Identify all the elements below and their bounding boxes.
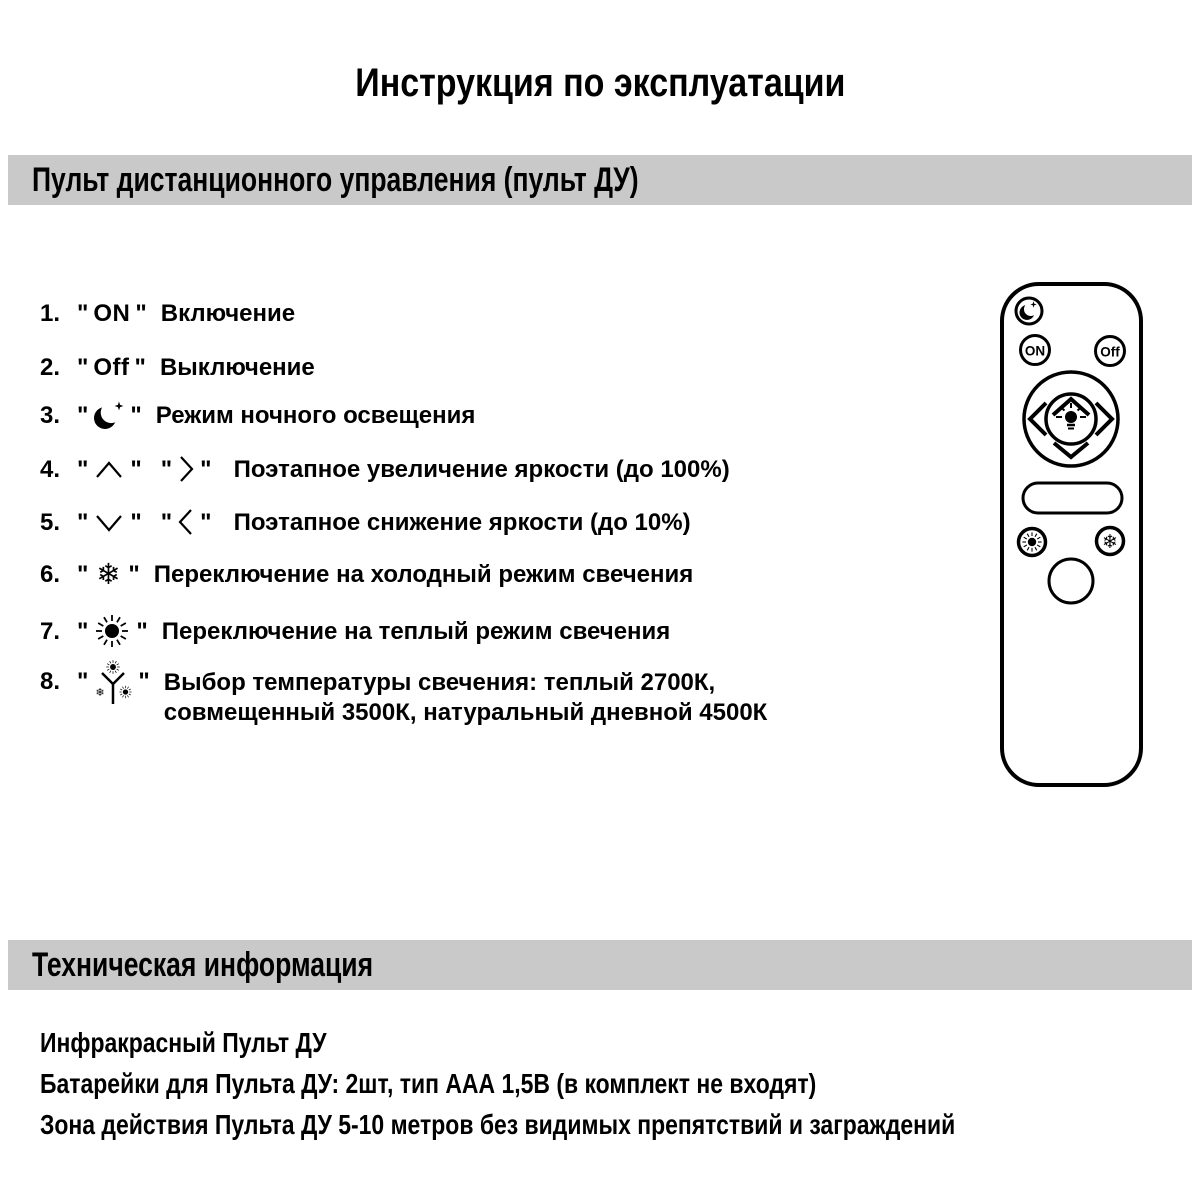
section-heading-remote-text: Пульт дистанционного управления (пульт ДУ): [32, 161, 639, 199]
quote-mark: ": [200, 455, 212, 483]
quote-mark: ": [77, 401, 89, 429]
item-number: 1.: [40, 300, 61, 327]
quote-mark: ": [130, 401, 142, 429]
on-key-label: ON: [93, 300, 131, 327]
quote-mark: ": [77, 300, 89, 327]
svg-text:Off: Off: [1100, 344, 1120, 360]
item-number: 3.: [40, 401, 61, 429]
tech-info-line-1: Инфракрасный Пульт ДУ: [40, 1027, 327, 1058]
quote-mark: ": [77, 354, 89, 381]
quote-mark: ": [136, 617, 148, 645]
instruction-item-2: [40, 354, 315, 381]
quote-mark: ": [130, 455, 142, 483]
instruction-item-5: [40, 505, 691, 539]
item-label: Поэтапное увеличение яркости (до 100%): [233, 455, 730, 483]
item-number: 6.: [40, 560, 61, 588]
color-temperature-select-icon: [93, 660, 133, 706]
quote-mark: ": [130, 508, 142, 536]
item-label-block: [164, 668, 768, 728]
instruction-item-1: [40, 300, 295, 327]
instruction-item-3: [40, 398, 475, 432]
svg-text:ON: ON: [1024, 343, 1046, 359]
item-number: 7.: [40, 617, 61, 645]
item-label: Переключение на холодный режим свечения: [153, 560, 694, 588]
section-heading-remote: [8, 155, 1192, 205]
quote-mark: ": [77, 508, 89, 536]
quote-mark: ": [160, 508, 173, 536]
item-label: Режим ночного освещения: [155, 401, 476, 429]
instruction-item-6: [40, 559, 693, 589]
quote-mark: ": [134, 354, 146, 381]
instruction-item-7: [40, 612, 670, 650]
item-label-line1: Выбор температуры свечения: теплый 2700К,: [163, 669, 716, 696]
quote-mark: ": [160, 455, 173, 483]
item-number: 8.: [40, 668, 61, 695]
chevron-left-icon: [177, 505, 195, 539]
section-heading-tech-text: Техническая информация: [32, 946, 374, 984]
quote-mark: ": [138, 668, 150, 695]
item-number: 2.: [40, 354, 61, 381]
night-mode-moon-icon: [93, 398, 125, 432]
item-label: Поэтапное снижение яркости (до 10%): [233, 508, 691, 536]
off-key-label: Off: [93, 354, 130, 381]
item-label: Переключение на теплый режим свечения: [161, 617, 671, 645]
quote-mark: ": [200, 508, 212, 536]
chevron-up-icon: [93, 458, 125, 480]
tech-info-line-2: Батарейки для Пульта ДУ: 2шт, тип ААА 1,5В (в комплект не входят): [40, 1068, 817, 1099]
mini-snowflake-icon: ❄: [95, 686, 105, 699]
snowflake-icon: ❄: [1102, 531, 1118, 553]
item-number: 4.: [40, 455, 61, 483]
quote-mark: ": [77, 617, 89, 645]
page-title: Инструкция по эксплуатации: [354, 61, 846, 105]
snowflake-icon: ❄: [96, 557, 121, 591]
quote-mark: ": [135, 300, 147, 327]
chevron-right-icon: [177, 452, 195, 486]
item-label: Включение: [160, 300, 296, 327]
warm-light-button: [1019, 529, 1046, 556]
item-number: 5.: [40, 508, 61, 536]
chevron-down-icon: [93, 511, 125, 533]
quote-mark: ": [77, 455, 89, 483]
section-heading-tech: [8, 940, 1192, 990]
item-label: Выключение: [159, 354, 315, 381]
remote-control-illustration: [997, 280, 1147, 792]
quote-mark: ": [77, 560, 89, 588]
item-label-line2: совмещенный 3500К, натуральный дневной 4500К: [163, 699, 768, 726]
quote-mark: ": [128, 560, 140, 588]
instruction-item-8: [40, 668, 767, 728]
quote-mark: ": [77, 668, 89, 695]
warm-sun-icon: [93, 612, 131, 650]
instruction-item-4: [40, 452, 730, 486]
tech-info-line-3: Зона действия Пульта ДУ 5-10 метров без видимых препятствий и заграждений: [40, 1109, 956, 1140]
